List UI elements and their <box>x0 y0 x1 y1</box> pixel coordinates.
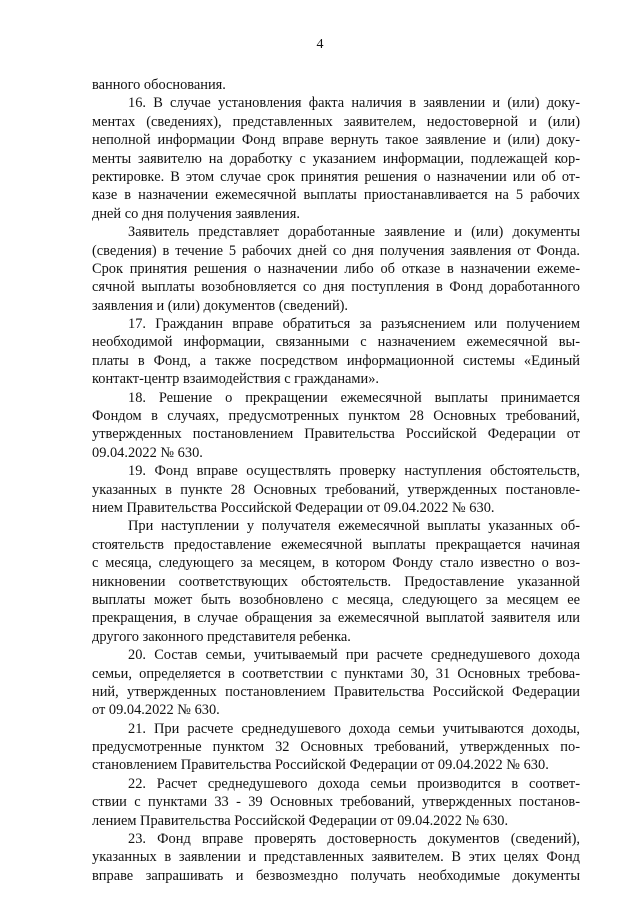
text-line: контакт-центр взаимодействия с гражданами». <box>92 371 380 388</box>
text-line: вправе запрашивать и безвозмездно получать необходимые документы <box>92 867 580 884</box>
paragraph-first-line: 21. При расчете среднедушевого дохода семьи учитываются доходы, <box>128 720 580 737</box>
text-line: утвержденных постановлением Правительства Российской Федерации от <box>92 426 580 443</box>
text-line: Срок принятия решения о назначении либо об отказе в назначении ежеме- <box>92 260 580 277</box>
text-line: казе в назначении ежемесячной выплаты приостанавливается на 5 рабочих <box>92 187 580 204</box>
text-line: другого законного представителя ребенка. <box>92 628 351 645</box>
text-line: прекращения, в случае обращения за ежемесячной выплатой заявителя или <box>92 610 580 627</box>
text-line: лением Правительства Российской Федерации от 09.04.2022 № 630. <box>92 812 509 829</box>
text-line: платы в Фонд, а также посредством информационной системы «Единый <box>92 352 580 369</box>
text-line: с месяца, следующего за месяцем, в котором Фонду стало известно о воз- <box>92 555 580 572</box>
text-line: указанных в пункте 28 Основных требований, утвержденных постановле- <box>92 481 580 498</box>
text-line: ментах (сведениях), представленных заявителем, недостоверной и (или) <box>92 113 580 130</box>
document-body <box>92 76 580 885</box>
text-line: стоятельств предоставление ежемесячной выплаты прекращается начиная <box>92 536 580 553</box>
paragraph-first-line: Заявитель представляет доработанные заявление и (или) документы <box>128 224 580 241</box>
text-line: необходимой информации, связанными с назначением ежемесячной вы- <box>92 334 580 351</box>
text-line: 09.04.2022 № 630. <box>92 444 203 461</box>
text-line: дней со дня получения заявления. <box>92 205 300 222</box>
paragraph-first-line: 20. Состав семьи, учитываемый при расчете среднедушевого дохода <box>128 647 580 664</box>
text-line: семьи, определяется в соответствии с пунктами 30, 31 Основных требова- <box>92 665 580 682</box>
text-line: ванного обоснования. <box>92 77 226 93</box>
text-line: выплаты может быть возобновлено с месяца, следующего за месяцем ее <box>92 591 580 608</box>
text-line: ствии с пунктами 33 - 39 Основных требований, утвержденных постанов- <box>92 794 580 811</box>
text-line: ний, утвержденных постановлением Правительства Российской Федерации <box>92 683 580 700</box>
paragraph-first-line: При наступлении у получателя ежемесячной выплаты указанных об- <box>128 518 580 535</box>
text-line: Фондом в случаях, предусмотренных пунктом 28 Основных требований, <box>92 408 580 425</box>
text-line: ректировке. В этом случае срок принятия решения о назначении или об от- <box>92 168 580 185</box>
paragraph-first-line: 23. Фонд вправе проверять достоверность документов (сведений), <box>128 831 580 848</box>
paragraph-first-line: 19. Фонд вправе осуществлять проверку наступления обстоятельств, <box>128 463 580 480</box>
text-line: заявления и (или) документов (сведений). <box>92 297 349 314</box>
paragraph-first-line: 16. В случае установления факта наличия в заявлении и (или) доку- <box>128 95 580 112</box>
text-line: (сведения) в течение 5 рабочих дней со дня получения заявления от Фонда. <box>92 242 580 259</box>
text-line: предусмотренные пунктом 32 Основных требований, утвержденных по- <box>92 739 580 756</box>
paragraph-first-line: 22. Расчет среднедушевого дохода семьи производится в соответ- <box>128 775 580 792</box>
text-line: неполной информации Фонд вправе вернуть такое заявление и (или) доку- <box>92 132 580 149</box>
text-line: указанных в заявлении и представленных заявителем. В этих целях Фонд <box>92 849 580 866</box>
page-number: 4 <box>316 37 324 52</box>
paragraph-first-line: 17. Гражданин вправе обратиться за разъяснением или получением <box>128 316 580 333</box>
text-line: от 09.04.2022 № 630. <box>92 702 220 719</box>
text-line: нием Правительства Российской Федерации от 09.04.2022 № 630. <box>92 499 495 516</box>
text-line: никновении соответствующих обстоятельств. Предоставление указанной <box>92 573 580 590</box>
paragraph-first-line: 18. Решение о прекращении ежемесячной выплаты принимается <box>128 389 580 406</box>
text-line: становлением Правительства Российской Федерации от 09.04.2022 № 630. <box>92 757 549 774</box>
text-line: менты заявителю на доработку с указанием информации, подлежащей кор- <box>92 150 580 167</box>
text-line: сячной выплаты возобновляется со дня поступления в Фонд доработанного <box>92 279 580 296</box>
